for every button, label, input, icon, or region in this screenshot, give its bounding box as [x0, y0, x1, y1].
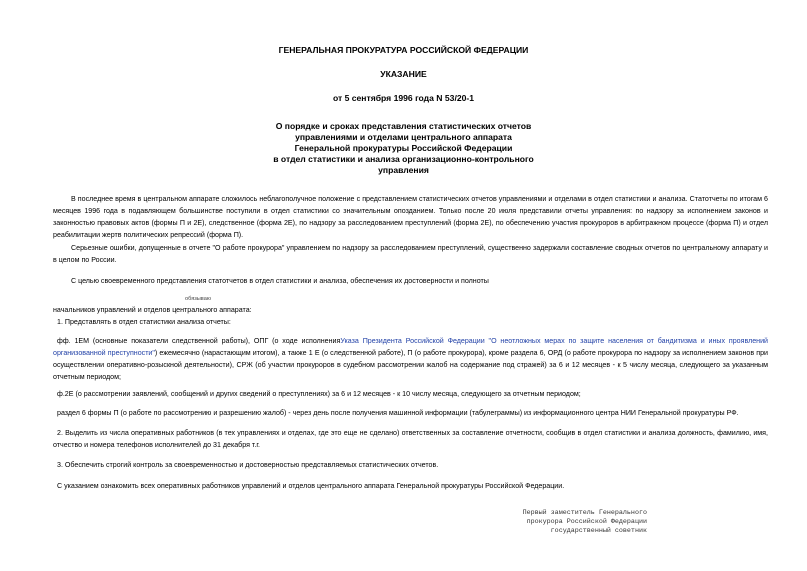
paragraph-5: 1. Представлять в отдел статистики анализа отчеты:: [57, 318, 231, 326]
obyazyvayu-label: обязываю: [185, 296, 212, 302]
paragraph-2: Серьезные ошибки, допущенные в отчете "О работе прокурора" управлением по надзору за расследованием преступлений, существенно задержали составление сводных отчетов по центральному аппарату и в целом по России.: [53, 244, 768, 264]
paragraph-4: начальников управлений и отделов центрального аппарата:: [53, 306, 252, 314]
title-line-5: управления: [378, 165, 429, 175]
ukaz-link[interactable]: Указа Президента Российской Федерации "О неотложных мерах по защите населения от бандитизма и иных проявлений организованной преступности": [53, 337, 768, 357]
title-line-2: управлениями и отделами центрального аппарата: [295, 132, 512, 142]
signature-line-2: прокурора Российской Федерации: [526, 518, 647, 526]
title-line-1: О порядке и сроках представления статистических отчетов: [275, 121, 532, 131]
paragraph-11: С указанием ознакомить всех оперативных работников управлений и отделов центрального аппарата Генеральной прокуратуры Российской Федерации.: [57, 482, 565, 490]
paragraph-1: В последнее время в центральном аппарате сложилось неблагополучное положение с представлением статистических отчетов управлениями и отделами в отдел статистики и анализа. Статотчеты по итогам 6 месяцев 1996 года в подавляющем большинстве поступили в отдел статистики со значительным опозданием. Только после 20 июля представили отчеты управления: по надзору за исполнением законов и законностью правовых актов (формы П и 2Е), следственное (форма 2Е), по надзору за расследованием преступлений (форма 2Е), по обеспечению участия прокуроров в арбитражном процессе (форма П) и отдел реабилитации жертв политических репрессий (форма П).: [53, 195, 768, 239]
paragraph-6-end: ) ежемесячно (нарастающим итогом), а также 1 Е (о следственной работе), П (о работе прокурора), кроме раздела 6, ОРД (о работе прокурора по надзору за исполнением законов при осуществлении оперативно-розыскной деятельности), СРЖ (об участии прокуроров в судебном рассмотрении жалоб на содержание под стражей) за 6 и 12 месяцев - к 5 числу месяца, следующего за указанным отчетным периодом;: [53, 349, 768, 381]
signature-line-3: государственный советник: [550, 527, 647, 535]
paragraph-6: [53, 335, 768, 383]
doc-type: УКАЗАНИЕ: [380, 69, 427, 79]
signature-block: [497, 509, 647, 536]
doc-date-number: от 5 сентября 1996 года N 53/20-1: [332, 93, 475, 103]
paragraph-3: С целью своевременного представления статотчетов в отдел статистики и анализа, обеспечения их достоверности и полноты: [71, 277, 489, 285]
paragraph-8: раздел 6 формы П (о работе по рассмотрению и разрешению жалоб) - через день после получения машинной информации (табулеграммы) из информационного центра НИИ Генеральной прокуратуры РФ.: [57, 409, 739, 417]
signature-line-1: Первый заместитель Генерального: [522, 509, 647, 517]
paragraph-6-start: фф. 1ЕМ (основные показатели следственной работы), ОПГ (о ходе исполнения: [57, 337, 341, 345]
org-name: ГЕНЕРАЛЬНАЯ ПРОКУРАТУРА РОССИЙСКОЙ ФЕДЕРАЦИИ: [278, 45, 529, 55]
paragraph-10: 3. Обеспечить строгий контроль за своевременностью и достоверностью представляемых статистических отчетов.: [57, 461, 439, 469]
title-line-4: в отдел статистики и анализа организационно-контрольного: [273, 154, 534, 164]
title-line-3: Генеральной прокуратуры Российской Федерации: [294, 143, 513, 153]
paragraph-7: ф.2Е (о рассмотрении заявлений, сообщений и других сведений о преступлениях) за 6 и 12 месяцев - к 10 числу месяца, следующего за отчетным периодом;: [57, 390, 581, 398]
paragraph-9: 2. Выделить из числа оперативных работников (в тех управлениях и отделах, где это еще не сделано) ответственных за составление отчетности, сообщив в отдел статистики и анализа должность, фамилию, имя, отчество и номера телефонов исполнителей до 31 декабря т.г.: [53, 429, 768, 449]
